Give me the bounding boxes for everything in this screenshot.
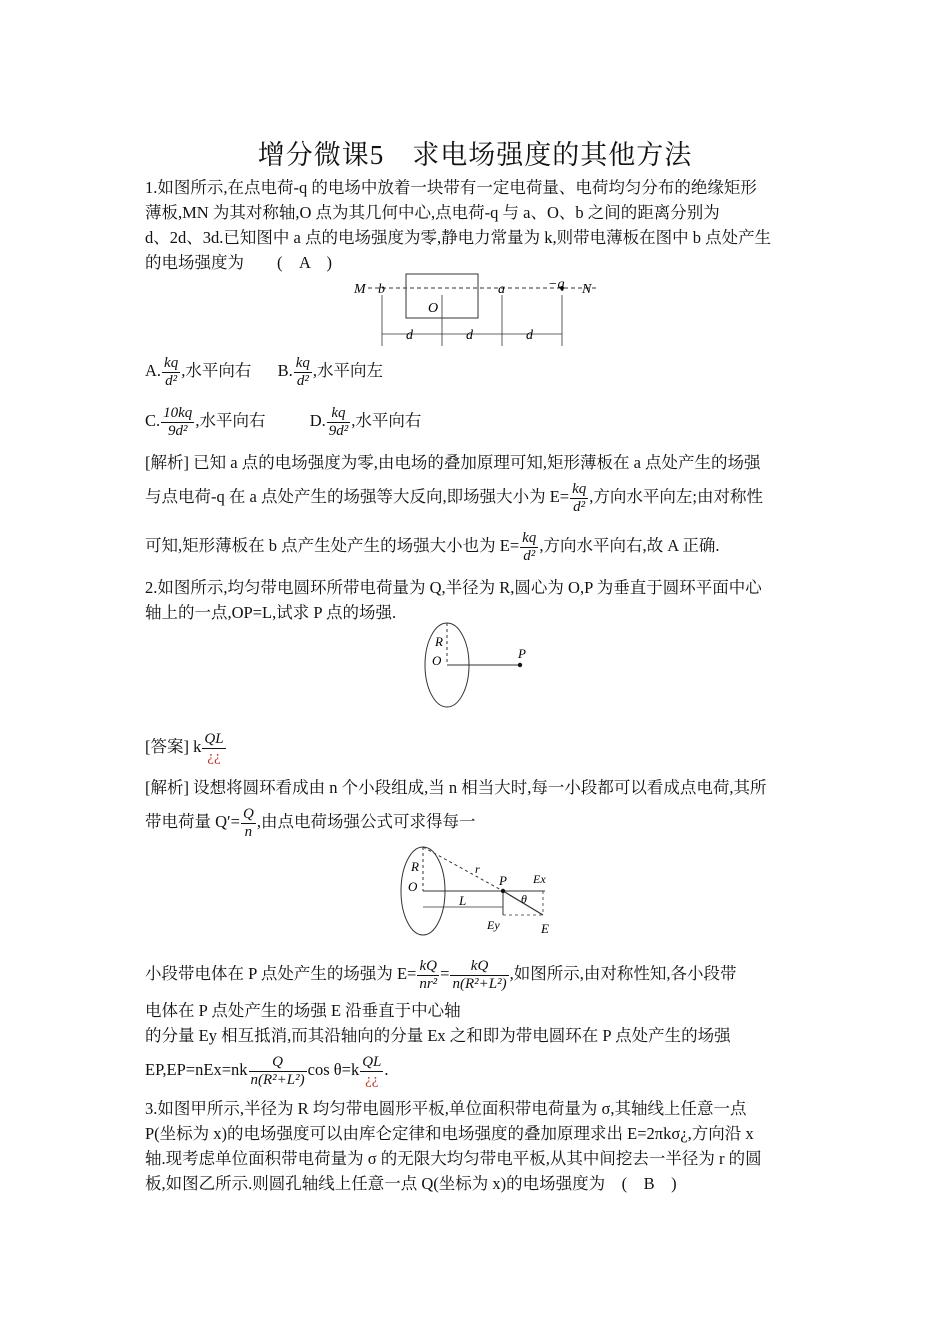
q1-text-line: 薄板,MN 为其对称轴,O 点为其几何中心,点电荷-q 与 a、O、b 之间的距离分别为	[145, 203, 720, 222]
q2-analysis-line: 小段带电体在 P 点处产生的场强为 E= $\frac{kQ}{\text{nr²}}$ = $\frac{kQ}{\text{n(R²+L²)}}$ ,如图所示,由对称性知,各小段带	[145, 957, 737, 992]
label-M: M	[354, 282, 366, 297]
option-a[interactable]: A. $\frac{kq}{\text{d²}}$ ,水平向右	[145, 354, 252, 389]
q2-analysis-line: EP,EP=nEx=nk $\frac{Q}{\text{n(R²+L²)}}$ cos θ=k $\frac{QL}{¿¿}$ .	[145, 1053, 389, 1088]
point-P	[501, 889, 505, 893]
q2-text-line: 2.如图所示,均匀带电圆环所带电荷量为 Q,半径为 R,圆心为 O,P 为垂直于圆环平面中心	[145, 578, 762, 597]
q1-options-ab	[145, 352, 383, 390]
page-title: 增分微课5 求电场强度的其他方法	[257, 140, 693, 170]
label-r: r	[475, 862, 480, 876]
q3-text-line: 3.如图甲所示,半径为 R 均匀带电圆形平板,单位面积带电荷量为 σ,其轴线上任意一点	[145, 1099, 747, 1118]
q1-figure	[350, 270, 610, 355]
q2-analysis-line: 电体在 P 点处产生的场强 E 沿垂直于中心轴	[145, 1001, 461, 1020]
q1-text-line: 的电场强度为 ( A )	[145, 253, 332, 272]
label-P: P	[518, 646, 526, 661]
q2-text-line: 轴上的一点,OP=L,试求 P 点的场强.	[145, 603, 397, 622]
q3-text-line: 板,如图乙所示.则圆孔轴线上任意一点 Q(坐标为 x)的电场强度为 ( B )	[145, 1174, 677, 1193]
label-O: O	[432, 653, 442, 668]
label-a: a	[498, 282, 505, 297]
option-b[interactable]: B. $\frac{kq}{\text{d²}}$ ,水平向左	[277, 354, 384, 389]
label-E: E	[541, 921, 549, 936]
q1-analysis-line: [解析] 已知 a 点的电场强度为零,由电场的叠加原理可知,矩形薄板在 a 点处产生的场强	[145, 453, 761, 472]
q1-analysis-line: 与点电荷-q 在 a 点处产生的场强等大反向,即场强大小为 E= $\frac{kq}{\text{d²}}$ ,方向水平向左;由对称性	[145, 480, 763, 515]
q1-analysis-line: 可知,矩形薄板在 b 点产生处产生的场强大小也为 E= $\frac{kq}{\text{d²}}$ ,方向水平向右,故 A 正确.	[145, 529, 720, 564]
q1-options-cd	[145, 402, 421, 440]
label-d: d	[466, 328, 473, 343]
q1-text-line: 1.如图所示,在点电荷-q 的电场中放着一块带有一定电荷量、电荷均匀分布的绝缘矩形	[145, 178, 757, 197]
q2-field-figure	[395, 843, 565, 943]
option-d[interactable]: D. $\frac{kq}{\text{9d²}}$ ,水平向右	[309, 404, 422, 439]
q2-analysis-line: 的分量 Ey 相互抵消,而其沿轴向的分量 Ex 之和即为带电圆环在 P 点处产生的场强	[145, 1026, 731, 1045]
label-L: L	[459, 893, 467, 908]
label-N: N	[582, 282, 592, 297]
q2-answer: [答案] k $\frac{QL}{¿¿}$	[145, 730, 224, 765]
label-d: d	[526, 328, 533, 343]
label-R: R	[411, 859, 419, 874]
label-charge: −q	[548, 277, 565, 292]
point-P	[518, 663, 522, 667]
label-O: O	[428, 301, 439, 316]
q3-text-line: P(坐标为 x)的电场强度可以由库仑定律和电场强度的叠加原理求出 E=2πkσ¿,方向沿 x	[145, 1124, 754, 1143]
label-b: b	[378, 282, 385, 297]
label-Ey: Ey	[487, 918, 500, 932]
label-Ex: Ex	[533, 872, 546, 886]
q2-analysis-line: [解析] 设想将圆环看成由 n 个小段组成,当 n 相当大时,每一小段都可以看成点电荷,其所	[145, 778, 767, 797]
q1-text-line: d、2d、3d.已知图中 a 点的电场强度为零,静电力常量为 k,则带电薄板在图中 b 点处产生	[145, 228, 772, 247]
label-R: R	[435, 634, 443, 649]
label-P: P	[499, 873, 507, 888]
q2-ring-figure	[420, 620, 540, 717]
q2-analysis-line: 带电荷量 Q′= $\frac{Q}{n}$ ,由点电荷场强公式可求得每一	[145, 805, 476, 840]
label-O: O	[408, 879, 418, 894]
label-d: d	[406, 328, 413, 343]
label-theta: θ	[521, 892, 527, 906]
q3-text-line: 轴.现考虑单位面积带电荷量为 σ 的无限大均匀带电平板,从其中间挖去一半径为 r 的圆	[145, 1149, 762, 1168]
option-c[interactable]: C. $\frac{10kq}{\text{9d²}}$ ,水平向右	[145, 404, 266, 439]
